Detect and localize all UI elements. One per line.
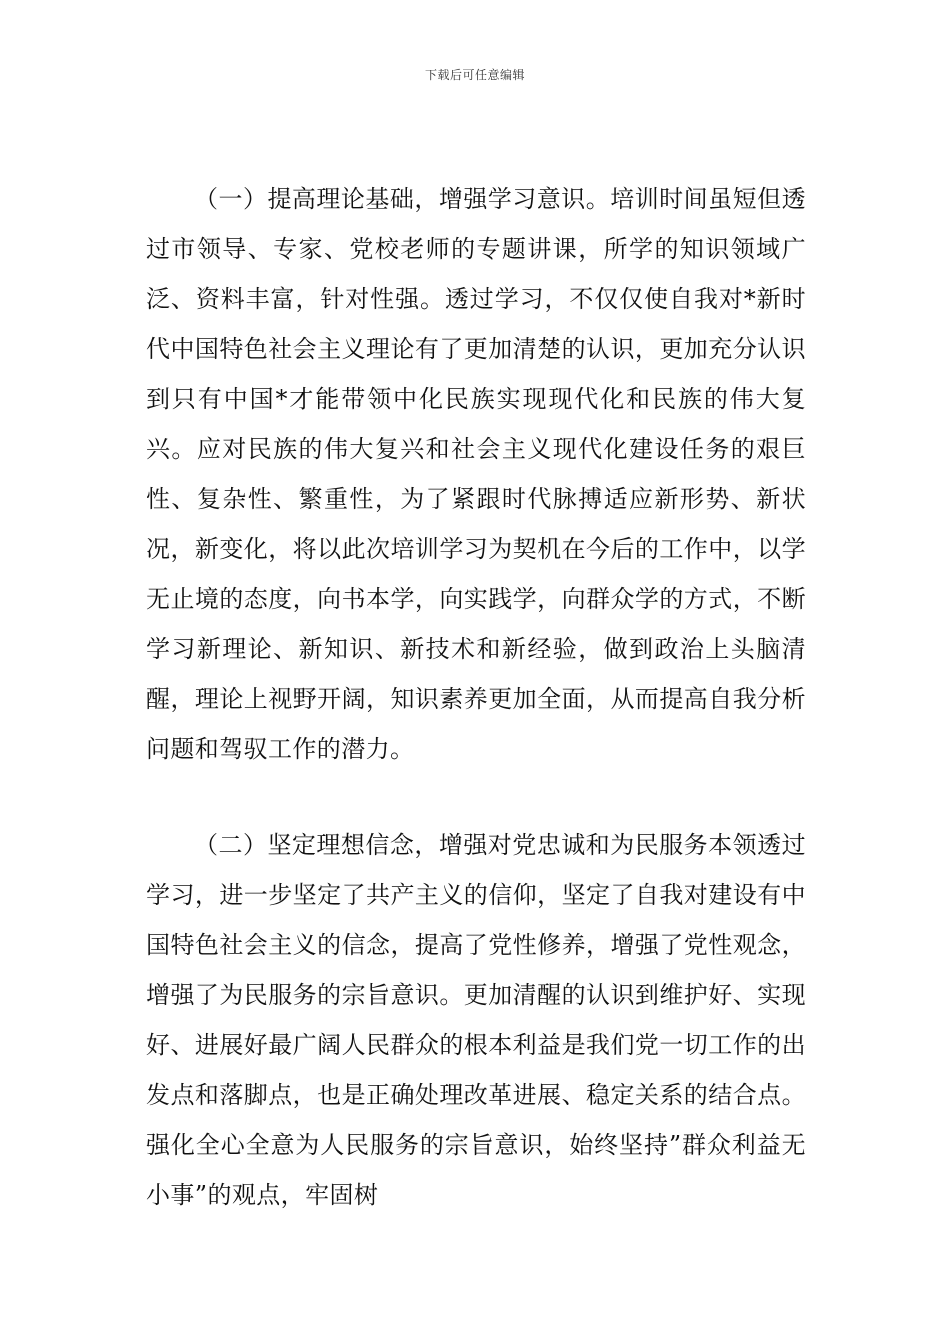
paragraph-1: （一）提高理论基础，增强学习意识。培训时间虽短但透过市领导、专家、党校老师的专题讲课，所学的知识领域广泛、资料丰富，针对性强。透过学习，不仅仅使自我对*新时代中国特色社会主义理论有了更加清楚的认识，更加充分认识到只有中国*才能带领中化民族实现现代化和民族的伟大复兴。应对民族的伟大复兴和社会主义现代化建设任务的艰巨性、复杂性、繁重性，为了紧跟时代脉搏适应新形势、新状况，新变化，将以此次培训学习为契机在今后的工作中，以学无止境的态度，向书本学，向实践学，向群众学的方式，不断学习新理论、新知识、新技术和新经验，做到政治上头脑清醒，理论上视野开阔，知识素养更加全面，从而提高自我分析问题和驾驭工作的潜力。 (146, 185, 806, 763)
paragraph-2: （二）坚定理想信念，增强对党忠诚和为民服务本领透过学习，进一步坚定了共产主义的信仰，坚定了自我对建设有中国特色社会主义的信念，提高了党性修养，增强了党性观念，增强了为民服务的宗旨意识。更加清醒的认识到维护好、实现好、进展好最广阔人民群众的根本利益是我们党一切工作的出发点和落脚点，也是正确处理改革进展、稳定关系的结合点。强化全心全意为人民服务的宗旨意识，始终坚持”群众利益无小事”的观点，牢固树 (146, 831, 806, 1209)
page-header: 下载后可任意编辑 (424, 68, 525, 82)
paragraph-block-2 (146, 820, 806, 1220)
paragraph-block-1 (146, 174, 806, 774)
